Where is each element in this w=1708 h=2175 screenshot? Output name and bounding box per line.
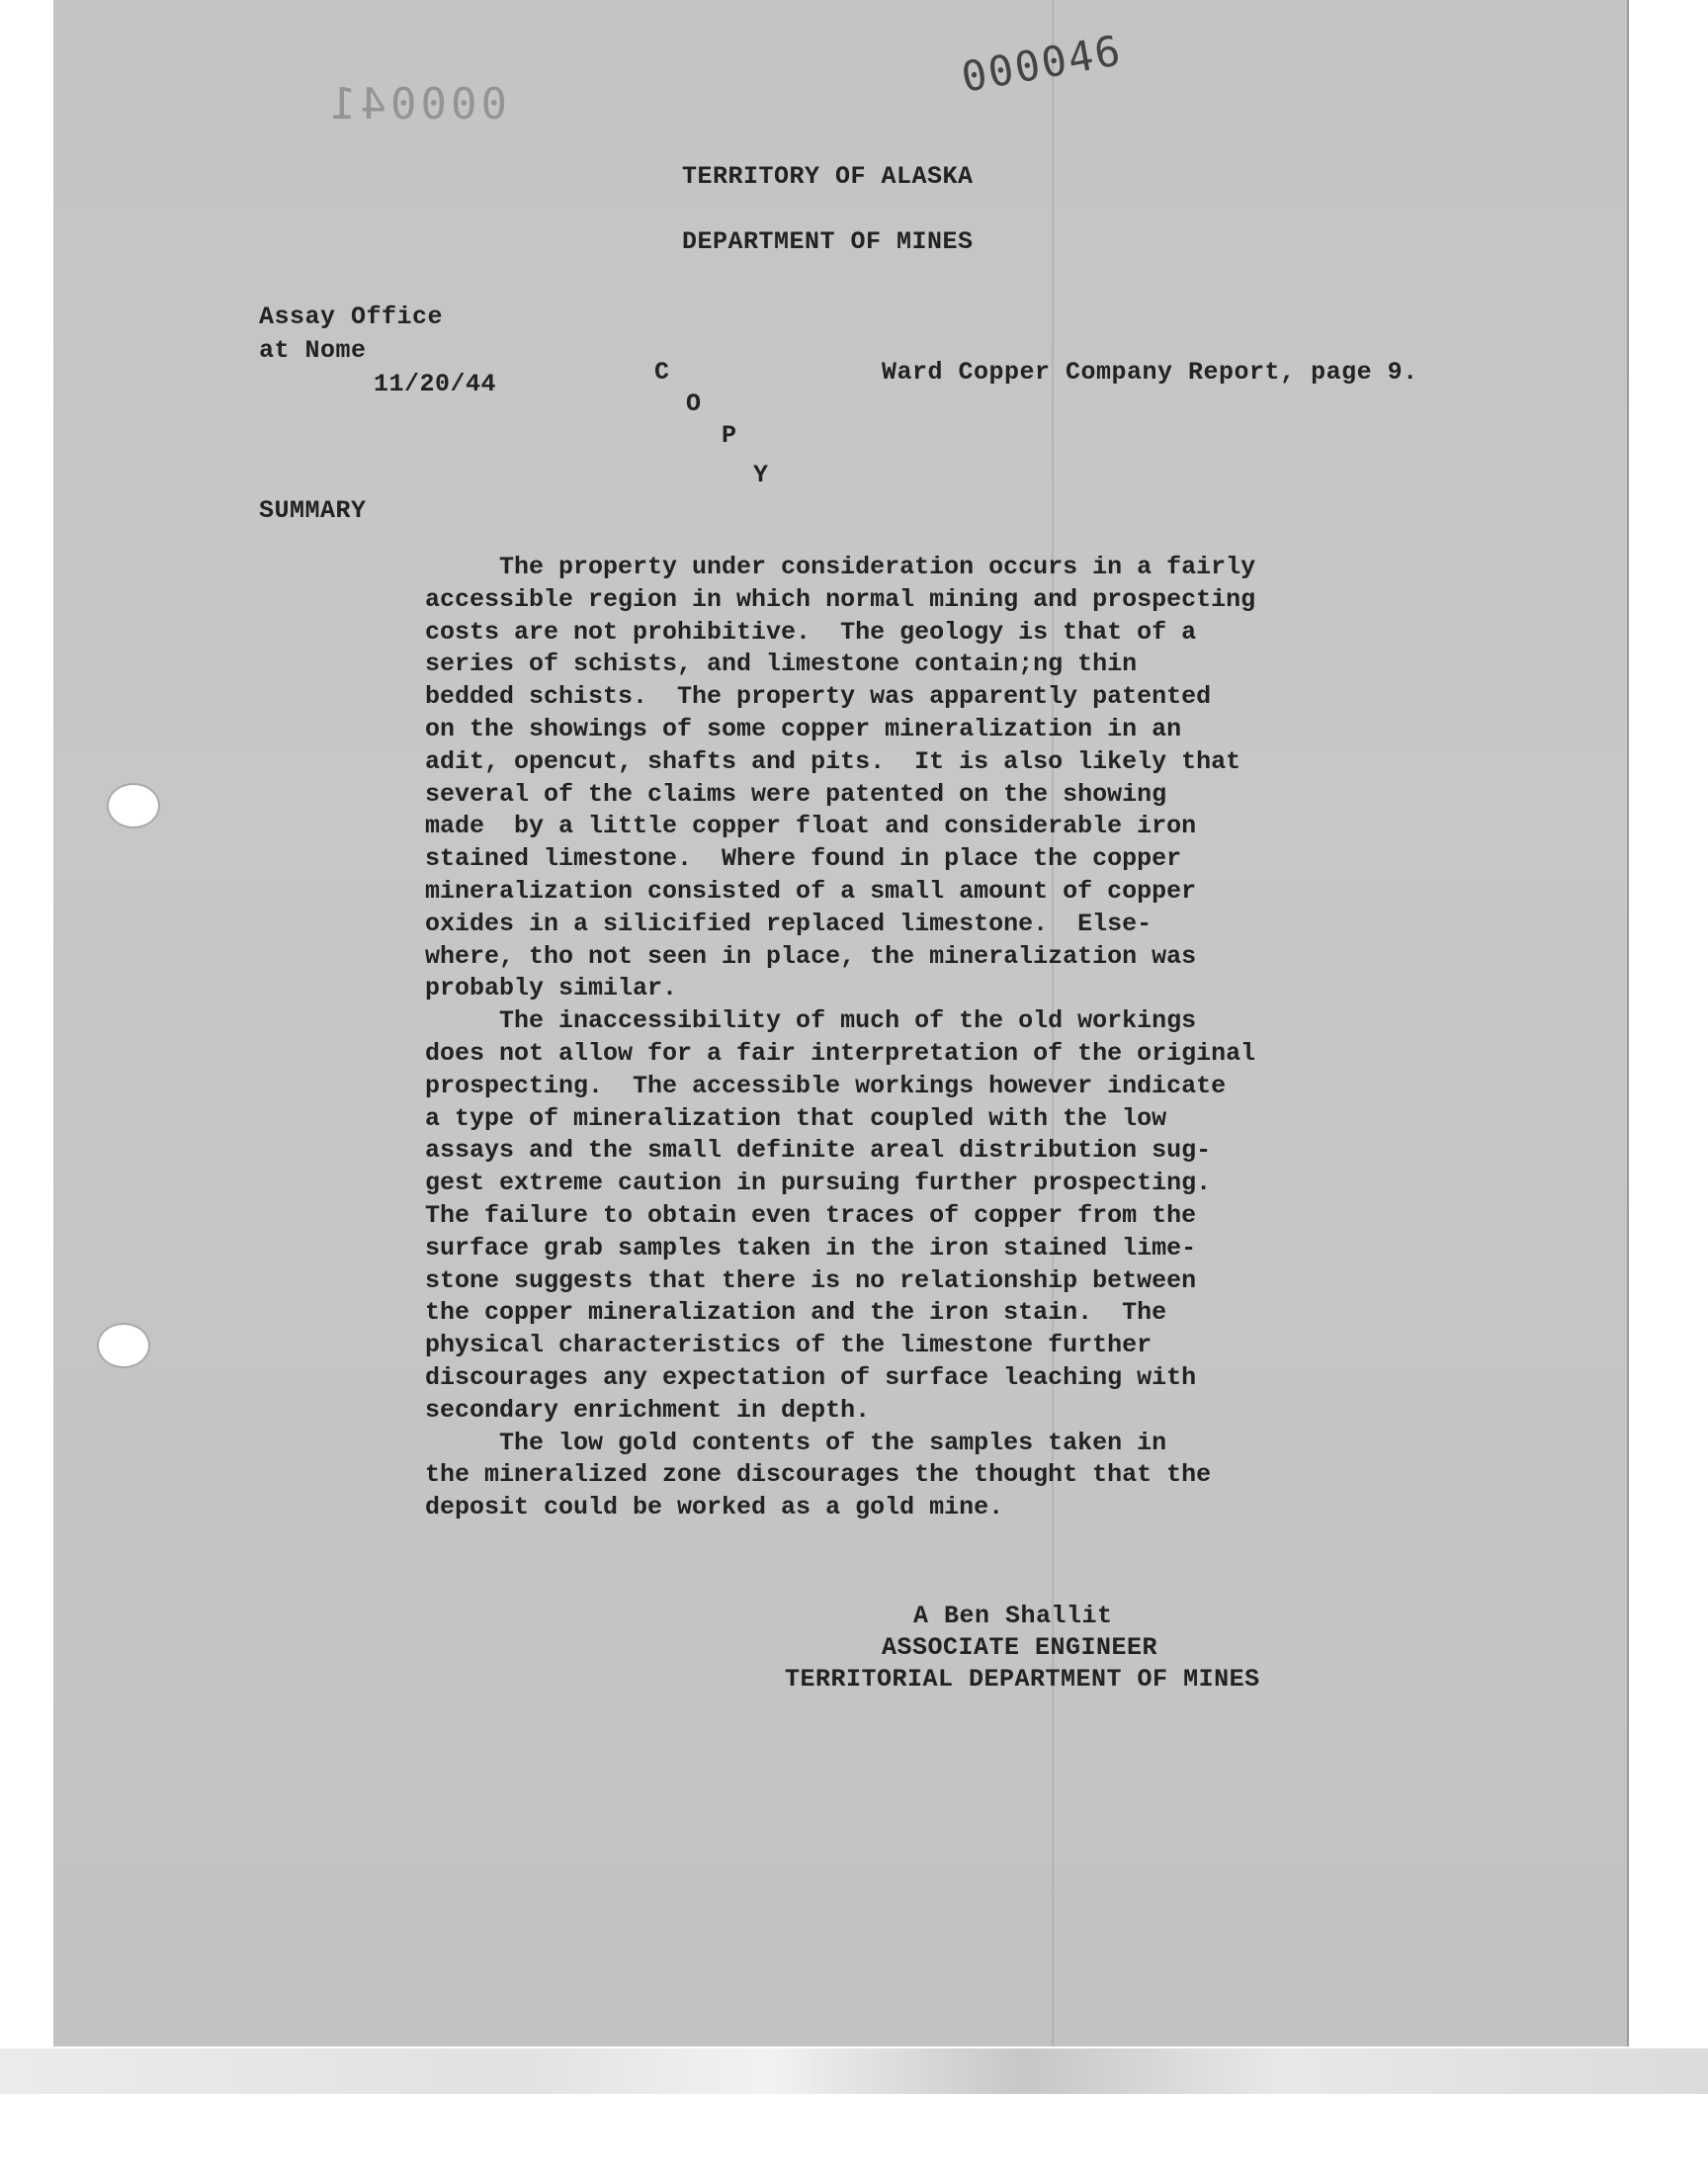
header-department: DEPARTMENT OF MINES <box>682 227 974 256</box>
body-line: mineralization consisted of a small amount of copper <box>425 876 1197 906</box>
body-line: the copper mineralization and the iron stain. The <box>425 1298 1167 1328</box>
copy-letter-o: O <box>686 390 702 418</box>
body-line: bedded schists. The property was apparently patented <box>425 682 1212 712</box>
body-line: The failure to obtain even traces of copper from the <box>425 1200 1197 1230</box>
body-line: made by a little copper float and considerable iron <box>425 812 1197 841</box>
punch-hole-lower <box>97 1323 150 1368</box>
faded-stamp-number: 000041 <box>326 79 507 130</box>
signature-title: ASSOCIATE ENGINEER <box>882 1633 1158 1662</box>
body-line: surface grab samples taken in the iron stained lime- <box>425 1233 1197 1262</box>
body-line: the mineralized zone discourages the thought that the <box>425 1460 1212 1490</box>
body-line: a type of mineralization that coupled with the low <box>425 1103 1167 1133</box>
body-line: discourages any expectation of surface leaching with <box>425 1362 1197 1392</box>
body-line: probably similar. <box>425 974 678 1003</box>
body-line: The inaccessibility of much of the old workings <box>425 1006 1197 1036</box>
body-line: on the showings of some copper mineralization in an <box>425 714 1182 743</box>
body-line: The low gold contents of the samples taken in <box>425 1428 1167 1457</box>
copy-letter-y: Y <box>753 461 769 489</box>
punch-hole-upper <box>107 783 160 828</box>
summary-body <box>425 552 1374 1524</box>
body-line: deposit could be worked as a gold mine. <box>425 1493 1004 1522</box>
report-reference: Ward Copper Company Report, page 9. <box>882 358 1418 387</box>
body-line: The property under consideration occurs in a fairly <box>425 553 1256 581</box>
body-line: stained limestone. Where found in place the copper <box>425 844 1182 874</box>
body-line: gest extreme caution in pursuing further prospecting. <box>425 1169 1212 1198</box>
body-line: does not allow for a fair interpretation of the original <box>425 1038 1256 1068</box>
body-line: assays and the small definite areal distribution sug- <box>425 1136 1212 1166</box>
scan-edge-strip <box>0 2048 1708 2094</box>
body-line: secondary enrichment in depth. <box>425 1395 871 1425</box>
body-line: costs are not prohibitive. The geology is that of a <box>425 617 1197 647</box>
copy-letter-c: C <box>654 358 670 387</box>
report-date: 11/20/44 <box>374 370 497 398</box>
signature-org: TERRITORIAL DEPARTMENT OF MINES <box>785 1665 1260 1694</box>
copy-letter-p: P <box>722 421 737 450</box>
body-line: series of schists, and limestone contain;ng thin <box>425 650 1138 679</box>
body-line: where, tho not seen in place, the mineralization was <box>425 941 1197 971</box>
body-line: physical characteristics of the limestone further <box>425 1331 1153 1360</box>
page-stamp-number: 000046 <box>957 26 1126 102</box>
body-line: oxides in a silicified replaced limestone. Else- <box>425 909 1153 938</box>
body-line: adit, opencut, shafts and pits. It is also likely that <box>425 746 1241 776</box>
body-line: accessible region in which normal mining and prospecting <box>425 584 1256 614</box>
body-line: stone suggests that there is no relationship between <box>425 1265 1197 1295</box>
office-line-2: at Nome <box>259 336 367 365</box>
section-title: SUMMARY <box>259 496 367 525</box>
body-line: prospecting. The accessible workings however indicate <box>425 1071 1227 1100</box>
signature-name: A Ben Shallit <box>913 1602 1113 1630</box>
body-line: several of the claims were patented on the showing <box>425 779 1167 809</box>
office-line-1: Assay Office <box>259 303 444 331</box>
header-territory: TERRITORY OF ALASKA <box>682 162 974 191</box>
